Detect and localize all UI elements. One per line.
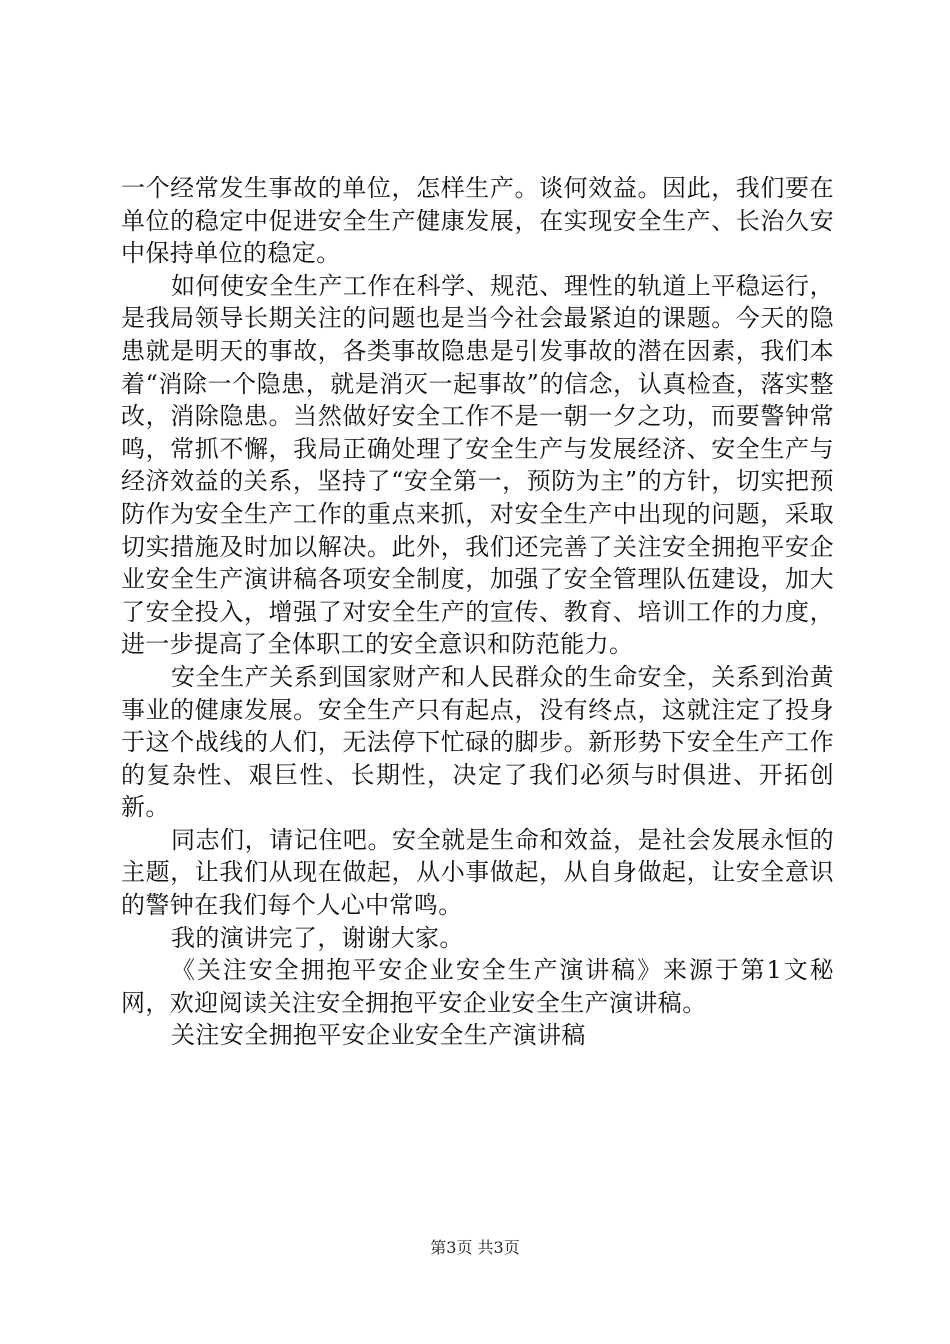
paragraph-continuation: 一个经常发生事故的单位，怎样生产。谈何效益。因此，我们要在单位的稳定中促进安全生产健康发展，在实现安全生产、长治久安中保持单位的稳定。 xyxy=(121,174,834,268)
document-body xyxy=(121,172,834,1052)
paragraph-appeal: 同志们，请记住吧。安全就是生命和效益，是社会发展永恒的主题，让我们从现在做起，从小事做起，从自身做起，让安全意识的警钟在我们每个人心中常鸣。 xyxy=(121,825,834,920)
paragraph-title-repeat: 关注安全拥抱平安企业安全生产演讲稿 xyxy=(171,1021,586,1050)
paragraph-safety-management: 如何使安全生产工作在科学、规范、理性的轨道上平稳运行，是我局领导长期关注的问题也是当今社会最紧迫的课题。今天的隐患就是明天的事故，各类事故隐患是引发事故的潜在因素，我们本着“消除一个隐患，就是消灭一起事故”的信念，认真检查，落实整改，消除隐患。当然做好安全工作不是一朝一夕之功，而要警钟常鸣，常抓不懈，我局正确处理了安全生产与发展经济、安全生产与经济效益的关系，坚持了“安全第一，预防为主”的方针，切实把预防作为安全生产工作的重点来抓，对安全生产中出现的问题，采取切实措施及时加以解决。此外，我们还完善了关注安全拥抱平安企业安全生产演讲稿各项安全制度，加强了安全管理队伍建设，加大了安全投入，增强了对安全生产的宣传、教育、培训工作的力度，进一步提高了全体职工的安全意识和防范能力。 xyxy=(121,271,834,659)
paragraph-closing: 我的演讲完了，谢谢大家。 xyxy=(171,923,464,952)
page-number-footer: 第3页 共3页 xyxy=(430,1238,520,1257)
paragraph-source-note: 《关注安全拥抱平安企业安全生产演讲稿》来源于第1文秘网，欢迎阅读关注安全拥抱平安企业安全生产演讲稿。 xyxy=(121,956,834,1017)
paragraph-safety-importance: 安全生产关系到国家财产和人民群众的生命安全，关系到治黄事业的健康发展。安全生产只有起点，没有终点，这就注定了投身于这个战线的人们，无法停下忙碌的脚步。新形势下安全生产工作的复杂性、艰巨性、长期性，决定了我们必须与时俱进、开拓创新。 xyxy=(121,662,834,822)
